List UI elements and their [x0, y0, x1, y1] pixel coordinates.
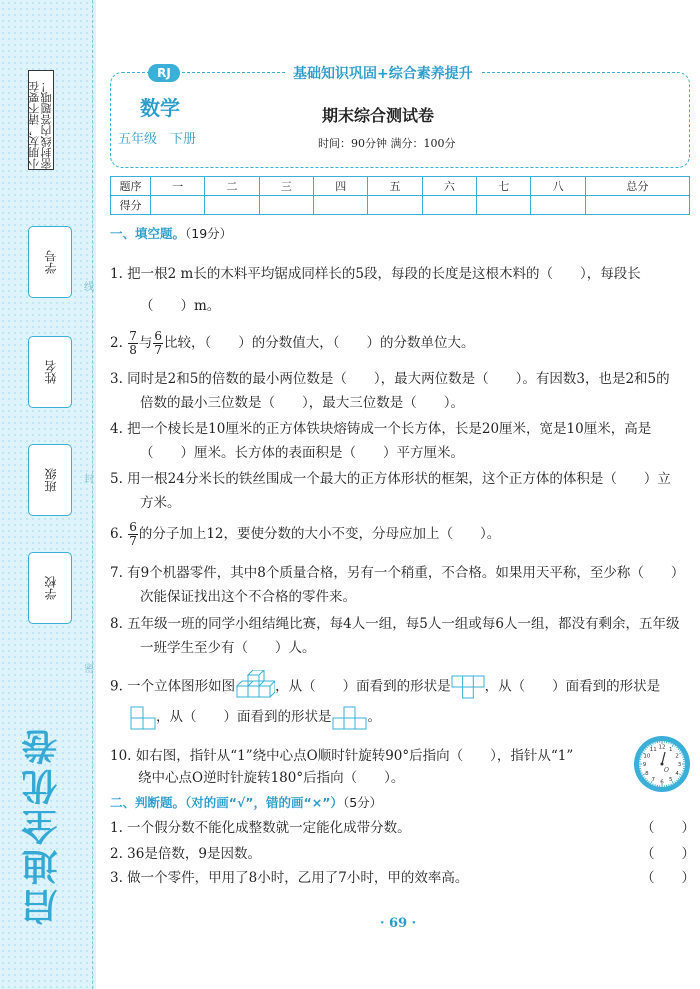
q1-line-1: 1. 把一根2 m长的木料平均锯成同样长的5段，每段的长度是这根木料的（ ），每段长 [110, 266, 641, 282]
col-header: 八 [531, 177, 585, 196]
school-label: 学校 [43, 576, 58, 600]
col-header: 三 [259, 177, 313, 196]
clock-number: 6 [660, 779, 664, 786]
q4-line-1: 4. 把一个棱长是10厘米的正方体铁块熔铸成一个长方体，长是20厘米，宽是10厘米，高是 [110, 421, 652, 437]
clock-number: 10 [643, 753, 651, 760]
q6-number: 6. [110, 526, 123, 542]
clock-tick [682, 773, 683, 774]
col-header: 四 [314, 177, 368, 196]
clock-number: 9 [642, 762, 647, 768]
col-header: 五 [368, 177, 422, 196]
school-field[interactable] [28, 552, 72, 624]
clock-number: 1 [669, 746, 673, 753]
q8-line-2: 一班学生至少有（ ）人。 [140, 640, 316, 656]
judge-blank-2[interactable]: （ ） [641, 846, 695, 862]
col-header: 六 [422, 177, 476, 196]
clock-number: 12 [658, 744, 666, 751]
seal-char-xian: 线 [84, 282, 94, 293]
q7-line-1: 7. 有9个机器零件，其中8个质量合格，另有一个稍重，不合格。如果用天平称，至少称（ ） [110, 565, 685, 581]
row-label: 得分 [111, 196, 151, 215]
q10-line-2: 绕中心点O逆时针旋转180°后指向（ ）。 [138, 770, 405, 786]
col-header: 题序 [111, 177, 151, 196]
clock-tick [641, 773, 642, 774]
seal-line [92, 0, 93, 989]
clock-tick [675, 781, 676, 782]
fraction [153, 330, 163, 357]
clock-tick [643, 750, 644, 751]
brand-text: 启迪全优卷 [21, 725, 63, 925]
section-title-text: 一、填空题。 [110, 226, 186, 241]
exam-title: 期末综合测试卷 [322, 106, 435, 125]
denominator: 7 [129, 534, 137, 548]
q9-text: ，从（ ）面看到的形状是 [484, 678, 661, 695]
clock-tick [653, 743, 654, 744]
clock-number: 5 [669, 777, 673, 784]
score-cell[interactable] [314, 196, 368, 215]
score-cell[interactable] [205, 196, 259, 215]
student-id-field[interactable] [28, 226, 72, 298]
class-field[interactable] [28, 444, 72, 516]
score-table [110, 176, 690, 215]
numerator: 6 [129, 520, 137, 534]
clock-tick [679, 750, 680, 751]
seal-char-mi: 密 [84, 664, 94, 675]
q9-text: 。 [367, 709, 381, 725]
clock-tick [679, 777, 680, 778]
judge-blank-1[interactable]: （ ） [641, 820, 695, 836]
col-header: 二 [205, 177, 259, 196]
grade-label: 五年级 下册 [118, 132, 197, 147]
exam-meta: 时间：90分钟 满分：100分 [318, 137, 456, 150]
brand-logo [14, 680, 70, 970]
page-number: · 69 · [380, 916, 417, 931]
clock-tick [671, 743, 672, 744]
q5-line-1: 5. 用一根24分米长的铁丝围成一个最大的正方体形状的框架，这个正方体的体积是（ ）立 [110, 471, 671, 487]
score-row [111, 196, 690, 215]
section-points: （19分） [185, 226, 233, 241]
edition-badge: RJ [148, 64, 180, 82]
q10-line-1: 10. 如右图，指针从“1”绕中心点O顺时针旋转90°后指向（ ），指针从“1” [110, 748, 574, 764]
q2-number: 2. [110, 335, 123, 351]
q3-line-2: 倍数的最小三位数是（ ），最大三位数是（ ）。 [140, 395, 464, 411]
q6-line [110, 521, 500, 548]
view-shape-icon [451, 675, 485, 699]
q5-line-2: 方米。 [140, 495, 181, 511]
clock-number: 2 [675, 753, 679, 760]
clock-center-label: O [664, 767, 669, 774]
clock-number: 8 [645, 770, 649, 777]
judge-item-3: 3. 做一个零件，甲用了8小时，乙用了7小时，甲的效率高。 [110, 870, 469, 886]
denominator: 7 [154, 343, 162, 357]
judge-item-1: 1. 一个假分数不能化成整数就一定能化成带分数。 [110, 820, 411, 836]
score-cell[interactable] [585, 196, 689, 215]
clock-tick [653, 784, 654, 785]
q3-line-1: 3. 同时是2和5的倍数的最小两位数是（ ），最大两位数是（ ）。有因数3，也是2和5的 [110, 371, 670, 387]
section-title-text: 二、判断题。（对的画“√”，错的画“×”） [110, 795, 343, 810]
numerator: 7 [129, 329, 137, 343]
clock-tick [648, 781, 649, 782]
clock-number: 7 [651, 777, 655, 784]
solid-figure-icon [235, 670, 275, 704]
series-title: 基础知识巩固+综合素养提升 [285, 63, 481, 83]
q7-line-2: 次能保证找出这个不合格的零件来。 [140, 589, 356, 605]
clock-tick [675, 745, 676, 746]
q2-text: 与 [138, 335, 153, 351]
notice-text: 小朋友，请不要在密封线内答题哦！ [28, 81, 53, 169]
q4-line-2: （ ）厘米。长方体的表面积是（ ）平方厘米。 [140, 445, 464, 461]
score-cell[interactable] [151, 196, 205, 215]
q9-text: ，从（ ）面看到的形状是 [156, 709, 332, 725]
view-shape-icon [332, 706, 368, 730]
denominator: 8 [129, 343, 137, 357]
q6-text: 的分子加上12，要使分数的大小不变，分母应加上（ ）。 [138, 526, 501, 542]
view-shape-icon [130, 706, 156, 730]
student-id-label: 学号 [43, 250, 58, 274]
clock-tick [682, 755, 683, 756]
q1-line-2: （ ）m。 [140, 298, 221, 314]
class-label: 班级 [43, 468, 58, 492]
q2-line [110, 330, 474, 357]
col-header: 七 [477, 177, 531, 196]
notice-box [28, 70, 54, 170]
score-cell[interactable] [259, 196, 313, 215]
fraction [128, 330, 138, 357]
subject-title: 数学 [140, 96, 180, 120]
clock-number: 3 [677, 762, 682, 768]
q9-line-1 [110, 670, 660, 704]
score-cell[interactable] [477, 196, 531, 215]
section-points: （5分） [342, 795, 383, 810]
clock-tick [641, 755, 642, 756]
clock-number: 11 [649, 746, 657, 753]
col-header: 总分 [585, 177, 689, 196]
clock-number: 4 [675, 770, 679, 777]
q9-line-2 [130, 705, 381, 730]
seal-char-feng: 封 [84, 474, 94, 485]
q8-line-1: 8. 五年级一班的同学小组结绳比赛，每4人一组，每5人一组或每6人一组，都没有剩余，五年级 [110, 616, 680, 632]
section-1-title [110, 224, 232, 242]
q2-text: 比较，（ ）的分数值大，（ ）的分数单位大。 [163, 335, 475, 351]
clock-icon [632, 734, 692, 794]
section-2-title [110, 793, 382, 811]
score-cell[interactable] [368, 196, 422, 215]
col-header: 一 [151, 177, 205, 196]
q9-text: ，从（ ）面看到的形状是 [275, 678, 451, 695]
judge-item-2: 2. 36是倍数，9是因数。 [110, 846, 261, 862]
fraction [128, 521, 138, 548]
score-cell[interactable] [531, 196, 585, 215]
judge-blank-3[interactable]: （ ） [641, 870, 695, 886]
clock-tick [643, 777, 644, 778]
score-cell[interactable] [422, 196, 476, 215]
numerator: 6 [154, 329, 162, 343]
score-table-header [111, 177, 690, 196]
name-field[interactable] [28, 336, 72, 408]
name-label: 姓名 [43, 360, 58, 384]
q9-text: 9. 一个立体图形如图 [110, 678, 236, 695]
clock-tick [671, 784, 672, 785]
